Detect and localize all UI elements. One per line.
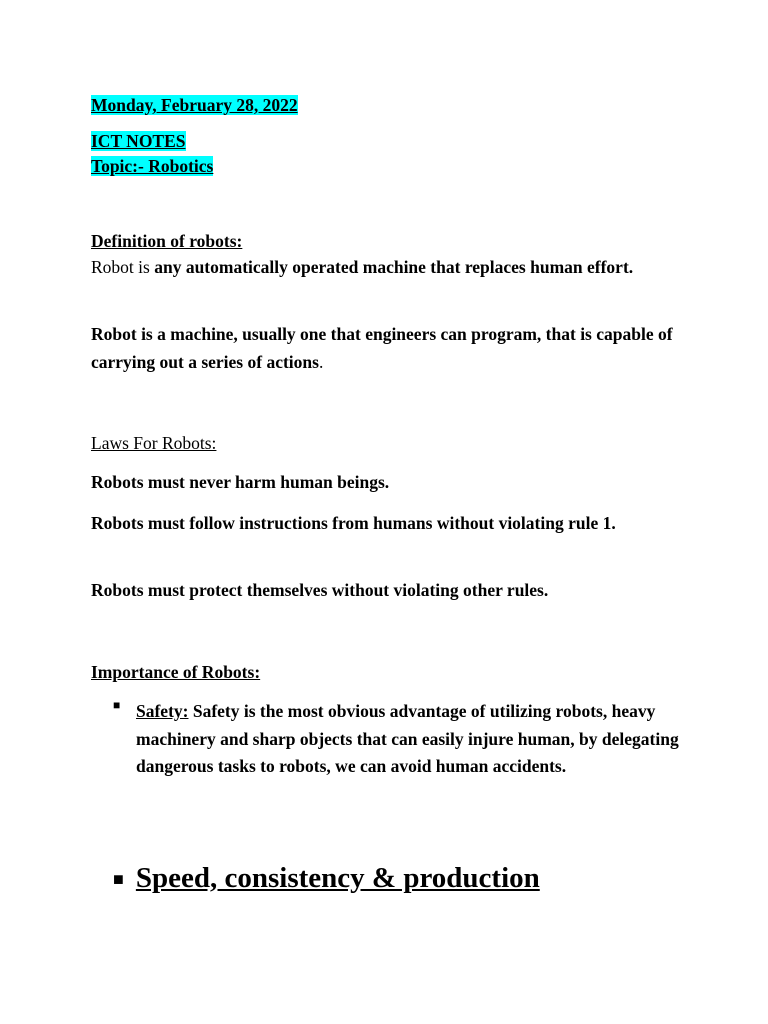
definition-heading-text: Definition of robots: <box>91 231 243 251</box>
definition-body-2: Robot is a machine, usually one that engineers can program, that is capable of carrying out a series of actions <box>91 324 673 372</box>
law-item-1: Robots must never harm human beings. <box>91 472 390 492</box>
importance-heading-text: Importance of Robots: <box>91 662 261 682</box>
definition-body: any automatically operated machine that replaces human effort. <box>149 257 634 277</box>
law-item <box>91 469 681 497</box>
subject-title: ICT NOTES <box>91 131 186 151</box>
safety-label: Safety: <box>136 701 189 721</box>
laws-heading-text: Laws For Robots: <box>91 433 217 453</box>
law-item-3: Robots must protect themselves without violating other rules. <box>91 580 549 600</box>
date-text: Monday, February 28, 2022 <box>91 95 298 115</box>
topic-title: Topic:- Robotics <box>91 156 214 176</box>
topic-line <box>91 153 213 180</box>
law-item-2: Robots must follow instructions from humans without violating rule 1. <box>91 513 616 533</box>
bullet-square-icon: ■ <box>113 698 121 712</box>
date-line <box>91 92 298 119</box>
definition-lead: Robot is <box>91 257 150 277</box>
bullet-square-icon: ■ <box>113 868 124 889</box>
law-item <box>91 577 681 605</box>
law-item <box>91 510 681 538</box>
speed-bullet <box>113 862 540 895</box>
subject-line <box>91 128 186 155</box>
definition-period: . <box>318 351 324 372</box>
definition-paragraph-2 <box>91 321 681 376</box>
definition-paragraph-1 <box>91 254 681 282</box>
safety-bullet <box>113 698 693 781</box>
safety-paragraph <box>136 698 693 781</box>
safety-text: Safety is the most obvious advantage of utilizing robots, heavy machinery and sharp objects that can easily injure human, by delegating dangerous tasks to robots, we can avoid human accidents. <box>136 701 679 776</box>
laws-heading <box>91 430 216 457</box>
definition-heading <box>91 228 242 255</box>
importance-heading <box>91 659 260 686</box>
speed-heading: Speed, consistency & production <box>135 862 540 894</box>
